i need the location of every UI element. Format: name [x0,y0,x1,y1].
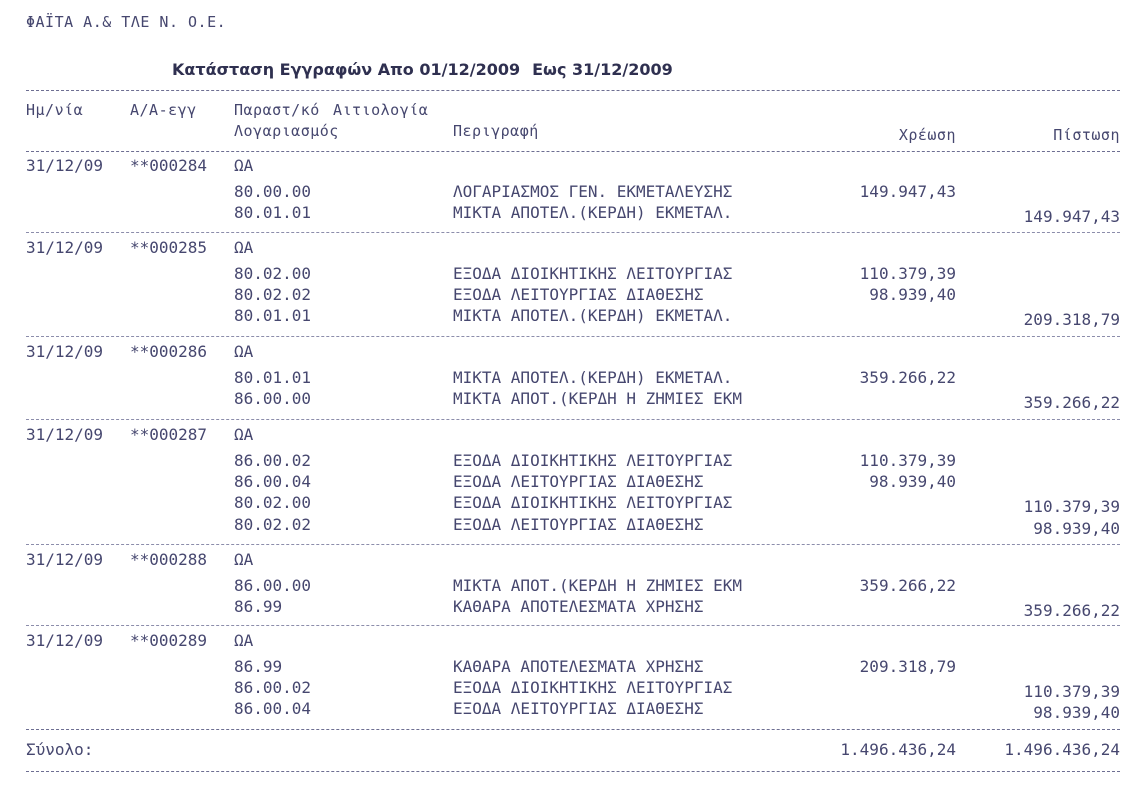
line-account: 86.00.04 [234,699,312,718]
col-header-date: Ημ/νία [26,101,84,119]
report-to-date: 31/12/2009 [572,60,673,79]
line-account: 80.01.01 [234,368,312,387]
entry-date: 31/12/09 [26,342,104,361]
entry-number: **000287 [130,425,208,444]
line-description: ΚΑΘΑΡΑ ΑΠΟΤΕΛΕΣΜΑΤΑ ΧΡΗΣΗΣ [453,597,704,616]
line-account: 86.99 [234,597,283,616]
line-description: ΕΞΟΔΑ ΛΕΙΤΟΥΡΓΙΑΣ ΔΙΑΘΕΣΗΣ [453,285,704,304]
line-account: 86.00.02 [234,678,312,697]
line-credit: 98.939,40 [1033,519,1120,538]
line-account: 80.00.00 [234,182,312,201]
line-debit: 98.939,40 [869,472,956,491]
report-title [172,60,673,80]
col-header-reason: Αιτιολογία [333,101,429,119]
line-account: 80.02.02 [234,515,312,534]
entry-voucher: ΩΑ [234,342,254,361]
entry-separator [26,336,1120,337]
line-credit: 98.939,40 [1033,703,1120,722]
line-debit: 209.318,79 [859,657,956,676]
line-description: ΕΞΟΔΑ ΔΙΟΙΚΗΤΙΚΗΣ ΛΕΙΤΟΥΡΓΙΑΣ [453,493,733,512]
line-description: ΕΞΟΔΑ ΛΕΙΤΟΥΡΓΙΑΣ ΔΙΑΘΕΣΗΣ [453,472,704,491]
entry-date: 31/12/09 [26,238,104,257]
entry-separator [26,625,1120,626]
col-header-debit: Χρέωση [898,126,956,144]
line-description: ΜΙΚΤΑ ΑΠΟΤΕΛ.(ΚΕΡΔΗ) ΕΚΜΕΤΑΛ. [453,368,733,387]
entry-voucher: ΩΑ [234,550,254,569]
entry-number: **000284 [130,156,208,175]
line-description: ΕΞΟΔΑ ΛΕΙΤΟΥΡΓΙΑΣ ΔΙΑΘΕΣΗΣ [453,515,704,534]
line-description: ΜΙΚΤΑ ΑΠΟΤΕΛ.(ΚΕΡΔΗ) ΕΚΜΕΤΑΛ. [453,203,733,222]
entry-separator [26,544,1120,545]
entry-date: 31/12/09 [26,631,104,650]
totals-label: Σύνολο: [26,740,94,759]
line-debit: 359.266,22 [859,368,956,387]
col-header-account: Λογαριασμός [234,122,339,140]
entry-date: 31/12/09 [26,156,104,175]
col-header-entry-no: Α/Α-εγγ [130,101,197,119]
entry-voucher: ΩΑ [234,238,254,257]
line-credit: 110.379,39 [1023,682,1120,701]
entry-date: 31/12/09 [26,550,104,569]
line-debit: 110.379,39 [859,451,956,470]
report-title-text: Κατάσταση Εγγραφών [172,60,373,79]
company-name: ΦΑΪΤΑ Α.& ΤΛΕ Ν. Ο.Ε. [26,13,227,31]
report-from-label: Απο [377,60,414,79]
line-credit: 359.266,22 [1023,601,1120,620]
totals-bottom-rule [26,771,1120,772]
entry-number: **000285 [130,238,208,257]
entry-voucher: ΩΑ [234,631,254,650]
line-account: 86.99 [234,657,283,676]
totals-top-rule [26,729,1120,730]
entry-voucher: ΩΑ [234,425,254,444]
report-to-label: Εως [532,60,567,79]
line-account: 80.01.01 [234,306,312,325]
entry-number: **000289 [130,631,208,650]
line-account: 80.02.00 [234,264,312,283]
line-description: ΜΙΚΤΑ ΑΠΟΤ.(ΚΕΡΔΗ Η ΖΗΜΙΕΣ ΕΚΜ [453,389,742,408]
line-account: 86.00.00 [234,576,312,595]
totals-debit: 1.496.436,24 [840,740,956,759]
totals-credit: 1.496.436,24 [1004,740,1120,759]
header-bottom-rule [26,151,1120,152]
col-header-credit: Πίστωση [1053,126,1120,144]
col-header-description: Περιγραφή [453,122,539,140]
line-description: ΕΞΟΔΑ ΛΕΙΤΟΥΡΓΙΑΣ ΔΙΑΘΕΣΗΣ [453,699,704,718]
report-from-date: 01/12/2009 [419,60,521,79]
line-account: 80.02.02 [234,285,312,304]
line-debit: 110.379,39 [859,264,956,283]
line-account: 80.02.00 [234,493,312,512]
line-debit: 98.939,40 [869,285,956,304]
line-credit: 110.379,39 [1023,497,1120,516]
col-header-voucher: Παραστ/κό [234,101,320,119]
entry-number: **000288 [130,550,208,569]
line-credit: 209.318,79 [1023,310,1120,329]
line-description: ΚΑΘΑΡΑ ΑΠΟΤΕΛΕΣΜΑΤΑ ΧΡΗΣΗΣ [453,657,704,676]
line-debit: 149.947,43 [859,182,956,201]
line-description: ΛΟΓΑΡΙΑΣΜΟΣ ΓΕΝ. ΕΚΜΕΤΑΛΕΥΣΗΣ [453,182,733,201]
entry-date: 31/12/09 [26,425,104,444]
line-debit: 359.266,22 [859,576,956,595]
entry-voucher: ΩΑ [234,156,254,175]
header-top-rule [26,90,1120,91]
line-account: 86.00.00 [234,389,312,408]
line-description: ΕΞΟΔΑ ΔΙΟΙΚΗΤΙΚΗΣ ΛΕΙΤΟΥΡΓΙΑΣ [453,264,733,283]
line-description: ΕΞΟΔΑ ΔΙΟΙΚΗΤΙΚΗΣ ΛΕΙΤΟΥΡΓΙΑΣ [453,451,733,470]
entry-separator [26,419,1120,420]
line-description: ΜΙΚΤΑ ΑΠΟΤ.(ΚΕΡΔΗ Η ΖΗΜΙΕΣ ΕΚΜ [453,576,742,595]
line-credit: 359.266,22 [1023,393,1120,412]
entry-separator [26,232,1120,233]
line-credit: 149.947,43 [1023,207,1120,226]
line-description: ΜΙΚΤΑ ΑΠΟΤΕΛ.(ΚΕΡΔΗ) ΕΚΜΕΤΑΛ. [453,306,733,325]
line-account: 86.00.04 [234,472,312,491]
line-account: 86.00.02 [234,451,312,470]
line-account: 80.01.01 [234,203,312,222]
line-description: ΕΞΟΔΑ ΔΙΟΙΚΗΤΙΚΗΣ ΛΕΙΤΟΥΡΓΙΑΣ [453,678,733,697]
entry-number: **000286 [130,342,208,361]
